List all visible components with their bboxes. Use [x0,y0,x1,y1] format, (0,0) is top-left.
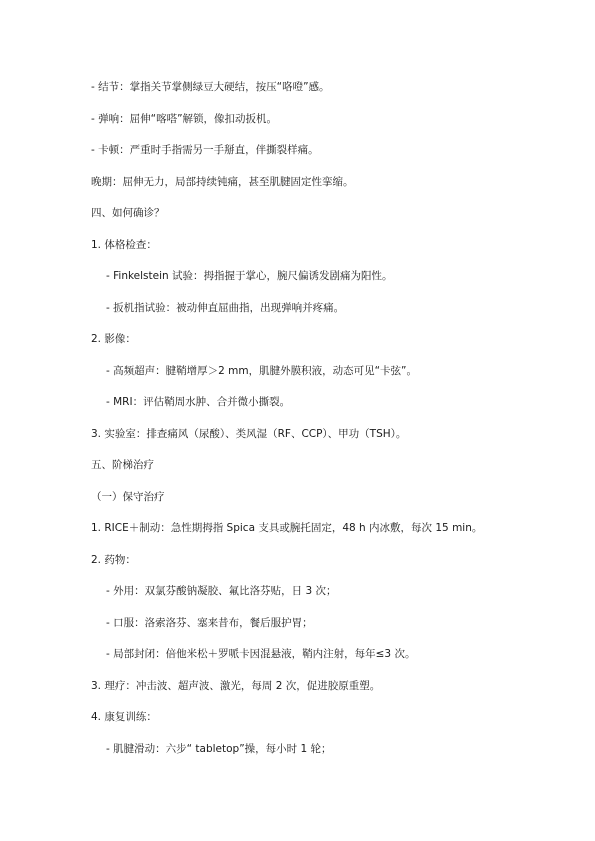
symptom-locking: - 卡顿：严重时手指需另一手掰直，伴撕裂样痛。 [91,144,319,156]
symptom-nodule: - 结节：掌指关节掌侧绿豆大硬结，按压“咯噔”感。 [91,81,330,93]
treatment-item-physio: 3. 理疗：冲击波、超声波、激光，每周 2 次，促进胶原重塑。 [91,680,381,692]
treatment-item-rehab: 4. 康复训练： [91,711,157,723]
mri-text: - MRI：评估鞘周水肿、合并微小撕裂。 [106,396,291,408]
trigger-finger-test: - 扳机指试验：被动伸直屈曲指，出现弹响并疼痛。 [106,302,345,314]
treatment-item-drugs: 2. 药物： [91,554,136,566]
diagnosis-item-exam: 1. 体格检查： [91,239,157,251]
drug-topical: - 外用：双氯芬酸钠凝胶、氟比洛芬贴，日 3 次； [106,585,337,597]
late-stage-text: 晚期：屈伸无力，局部持续钝痛，甚至肌腱固定性挛缩。 [91,176,354,188]
ultrasound-text: - 高频超声：腱鞘增厚＞2 mm，肌腱外膜积液，动态可见“卡弦”。 [106,365,417,377]
drug-oral: - 口服：洛索洛芬、塞来昔布，餐后服护胃； [106,617,313,629]
diagnosis-item-lab: 3. 实验室：排查痛风（尿酸）、类风湿（RF、CCP）、甲功（TSH）。 [91,428,407,440]
tendon-gliding-text: - 肌腱滑动：六步“ tabletop”操，每小时 1 轮； [106,743,332,755]
section-heading-treatment: 五、阶梯治疗 [91,459,154,471]
finkelstein-test: - Finkelstein 试验：拇指握于掌心，腕尺偏诱发剧痛为阳性。 [106,270,393,282]
diagnosis-item-imaging: 2. 影像： [91,333,136,345]
section-heading-diagnosis: 四、如何确诊？ [91,207,165,219]
drug-injection: - 局部封闭：倍他米松＋罗哌卡因混悬液，鞘内注射，每年≤3 次。 [106,648,416,660]
treatment-item-rice: 1. RICE＋制动：急性期拇指 Spica 支具或腕托固定，48 h 内冰敷，每次 15 min。 [91,522,483,534]
symptom-snapping: - 弹响：屈伸“喀嗒”解锁，像扣动扳机。 [91,113,278,125]
subheading-conservative: （一）保守治疗 [91,491,165,503]
